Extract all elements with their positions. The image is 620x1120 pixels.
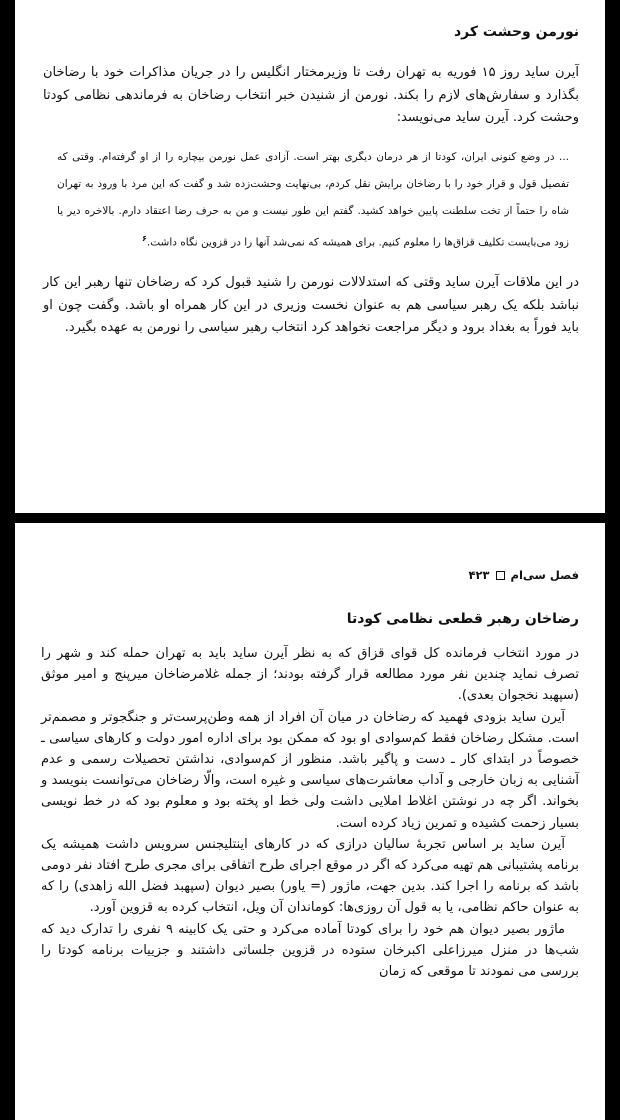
block-quote (57, 144, 569, 257)
body-paragraph: در این ملاقات آیرن ساید وقتی که استدلالات نورمن را شنید قبول کرد که رضاخان تنها رهبر این کار نباشد بلکه یک رهبر سیاسی هم به عنوان نخست وزیری در این کار همراه او باشد. وگفت چون او باید فوراً به بغداد برود و دیگر مراجعت نخواهد کرد انتخاب رهبر سیاسی را نورمن به عهده بگیرد. (43, 275, 579, 335)
quote-text: ... در وضع کنونی ایران، کودتا از هر درمان دیگری بهتر است. آزادی عمل نورمن بیچاره را از او گرفته‌ام. وقتی که تفصیل قول و قرار خود را با رضاخان برایش نقل کردم، بی‌نهایت وحشت‌زده شد و گفت که این مرد با ورود به تهران شاه را حتماً از تخت سلطنت پایین خواهد کشید. گفتم این طور نیست و من به حرف رضا اعتقاد دارم. بالاخره دیر یا زود می‌بایست تکلیف قزاق‌ها را معلوم کنیم. برای همیشه که نمی‌شد آنها را در قزوین نگاه داشت. (57, 150, 569, 248)
page-number: ۴۲۳ (468, 568, 490, 582)
running-head (41, 567, 579, 583)
upper-page (15, 0, 605, 513)
chapter-label: فصل سی‌ام (510, 568, 579, 582)
section-title: نورمن وحشت کرد (453, 24, 579, 40)
body-paragraph: ماژور بصیر دیوان هم خود را برای کودتا آماده می‌کرد و حتی یک کابینه ۹ نفری را تدارک دید که شب‌ها در منزل میرزاعلی اکبرخان ستوده در قزوین جلساتی داشتند و جزییات برنامه کودتا را بررسی می نمودند تا موقعی که زمان (41, 921, 579, 980)
body-paragraph: آیرن ساید روز ۱۵ فوریه به تهران رفت تا وزیرمختار انگلیس را در جریان مذاکرات خود با رضاخان بگذارد و سفارش‌های لازم را بکند. نورمن از شنیدن خبر انتخاب رضاخان به فرماندهی نظامی کودتا وحشت کرد. آیرن ساید می‌نویسد: (43, 65, 580, 125)
body-paragraph: آیرن ساید بزودی فهمید که رضاخان در میان آن افراد از همه وطن‌پرست‌تر و جنگجوتر و مصمم‌تر است. مشکل رضاخان فقط کم‌سوادی او بود که ممکن بود برای اداره امور دولت و کارهای سیاسی ـ خصوصاً در ابتدای کار ـ دست و پاگیر باشد. منظور از کم‌سوادی، نداشتن تحصیلات رسمی و عدم آشنایی به زبان خارجی و آداب معاشرت‌های سیاسی و غیره است، والّا رضاخان می‌توانست بنویسد و بخواند. اگر چه در نوشتن اغلاط املایی داشت ولی خط او پخته بود و معلوم بود که در خط نویسی بسیار زحمت کشیده و تمرین زیاد کرده است. (41, 709, 579, 831)
body-paragraph: آیرن ساید بر اساس تجربهٔ سالیان درازی که در کارهای اینتلیجنس سرویس داشت همیشه یک برنامه پشتیبانی هم تهیه می‌کرد که اگر در موقع اجرای طرح اتفاقی برای مجری طرح افتاد نفر دومی باشد که برنامه را اجرا کند. بدین جهت، ماژور (= یاور) بصیر دیوان (سپهبد فضل الله زاهدی) را که به عنوان حاکم نظامی، یا به قول آن روزی‌ها: کوماندان آن ویل، انتخاب کرده به قزوین آورد. (41, 836, 579, 916)
footnote-marker: ۶ (142, 233, 147, 243)
square-ornament-icon (496, 571, 505, 580)
running-head-right (468, 567, 579, 583)
body-paragraph: در مورد انتخاب فرمانده کل قوای قزاق که به نظر آیرن ساید باید به تهران حمله کند و شهر را تصرف نماید چندین نفر مورد مطالعه قرار گرفته بودند؛ از جمله غلامرضاخان میرپنج و امیر موثق (سپهبد نخجوان بعدی). (41, 646, 579, 704)
section-title: رضاخان رهبر قطعی نظامی کودتا (346, 611, 579, 627)
lower-page (15, 523, 605, 1120)
